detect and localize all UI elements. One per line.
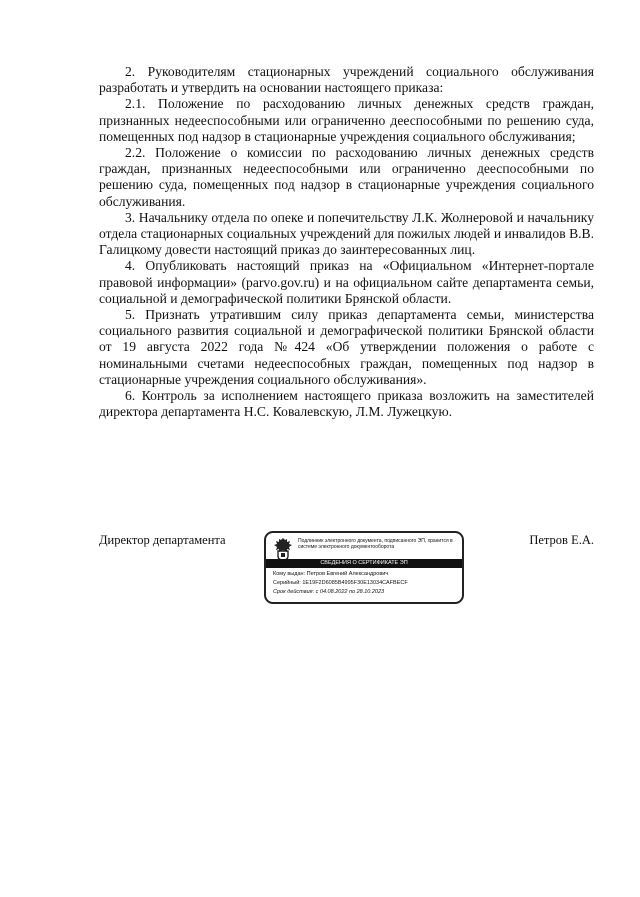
- signature-block: [99, 533, 594, 613]
- paragraph-3: 3. Начальнику отдела по опеке и попечительству Л.К. Жолнеровой и начальнику отдела стационарных социальных учреждений для пожилых людей и инвалидов В.В. Галицкому довести настоящий приказ до заинтересованных лиц.: [99, 209, 594, 258]
- paragraph-2-2: 2.2. Положение о комиссии по расходованию личных денежных средств граждан, признанных недееспособными или ограниченно дееспособными по решению суда, помещенных под надзор в стационарные учреждения социального обслуживания.: [99, 145, 594, 209]
- stamp-serial: Серийный: 1Е19F2D6085В4995F30Е13034САFBECF: [273, 580, 408, 586]
- paragraph-2-1: 2.1. Положение по расходованию личных денежных средств граждан, признанных недееспособными или ограниченно дееспособными по решению суда, помещенных под надзор в стационарные учреждения социального обслуживания;: [99, 96, 594, 144]
- order-body: [99, 64, 594, 420]
- coat-of-arms-icon: [272, 537, 294, 561]
- signer-title: Директор департамента: [99, 533, 226, 547]
- electronic-signature-stamp: [264, 531, 464, 604]
- paragraph-5: 5. Признать утратившим силу приказ департамента семьи, министерства социального развития социальной и демографической политики Брянской области от 19 августа 2022 года №424 «Об утверждении положения о работе с номинальными счетами недееспособных граждан, помещенных под надзор в стационарные учреждения социального обслуживания».: [99, 307, 594, 387]
- paragraph-2: 2. Руководителям стационарных учреждений социального обслуживания разработать и утвердить на основании настоящего приказа:: [99, 64, 594, 96]
- stamp-owner: Кому выдан: Петров Евгений Александрович: [273, 571, 389, 577]
- stamp-validity: Срок действия: с 04.08.2022 по 28.10.2023: [273, 589, 385, 595]
- stamp-header: Подлинник электронного документа, подписанного ЭП, хранится в системе электронного документооборота: [298, 538, 453, 550]
- stamp-band: СВЕДЕНИЯ О СЕРТИФИКАТЕ ЭП: [266, 559, 462, 568]
- signer-name: Петров Е.А.: [529, 533, 594, 547]
- paragraph-6: 6. Контроль за исполнением настоящего приказа возложить на заместителей директора департамента Н.С. Ковалевскую, Л.М. Лужецкую.: [99, 388, 594, 420]
- paragraph-4: 4. Опубликовать настоящий приказ на «Официальном «Интернет-портале правовой информации» (parvo.gov.ru) и на официальном сайте департамента семьи, социальной и демографической политики Брянской области.: [99, 258, 594, 306]
